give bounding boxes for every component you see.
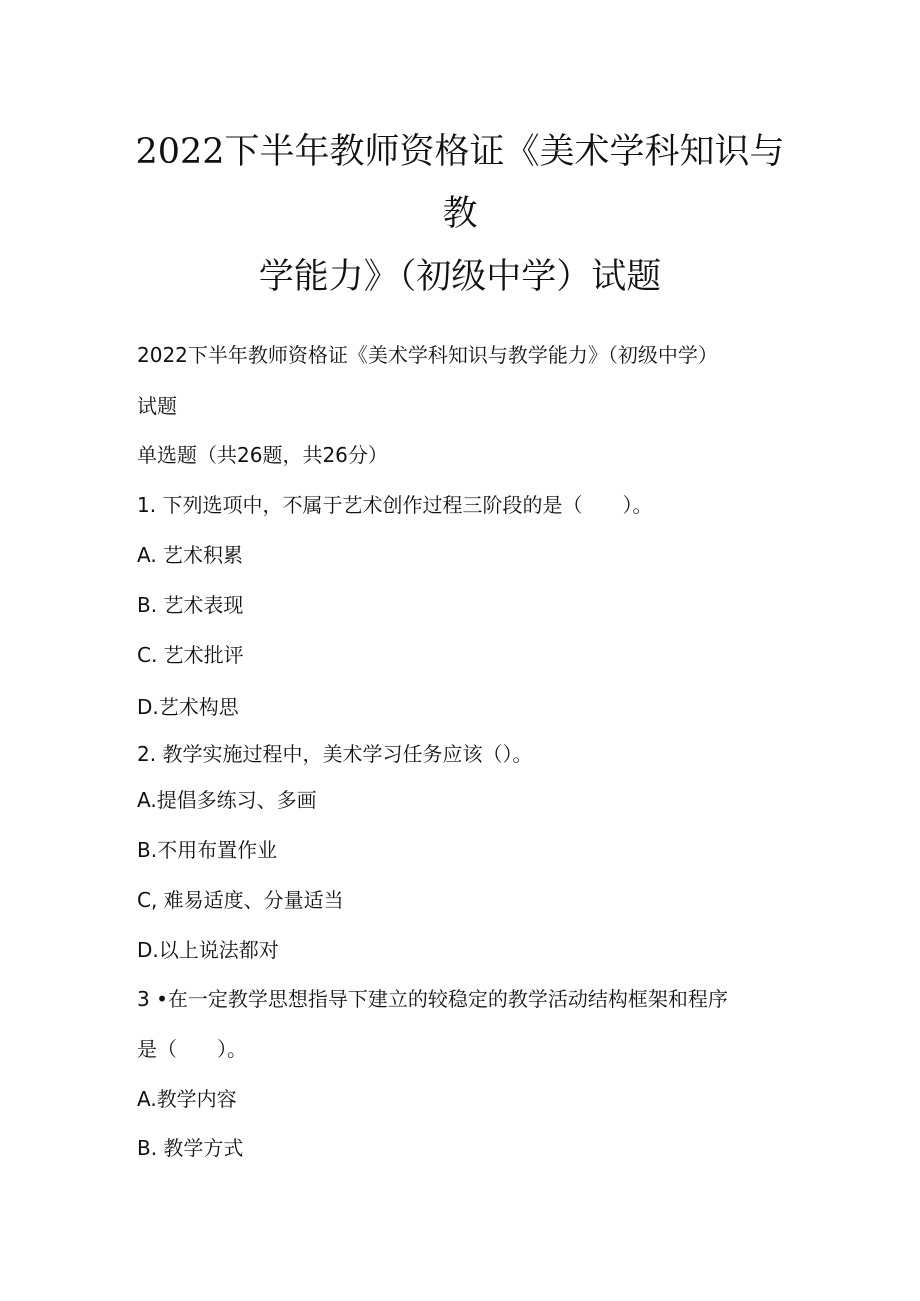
question-1-option-d: D.艺术构思 bbox=[137, 695, 239, 719]
question-1-option-b: B. 艺术表现 bbox=[137, 593, 244, 617]
section-header: 单选题（共26题，共26分） bbox=[137, 443, 388, 467]
document-title-line-2: 教 bbox=[442, 194, 478, 234]
question-3-option-a: A.教学内容 bbox=[137, 1087, 237, 1111]
question-2-option-b: B.不用布置作业 bbox=[137, 838, 278, 862]
question-2-option-a: A.提倡多练习、多画 bbox=[137, 788, 317, 812]
document-title-line-3: 学能力》（初级中学）试题 bbox=[258, 257, 662, 297]
document-title-line-1: 2022下半年教师资格证《美术学科知识与 bbox=[135, 132, 785, 172]
question-2-option-c: C, 难易适度、分量适当 bbox=[137, 888, 344, 912]
subtitle-line-2: 试题 bbox=[137, 394, 177, 418]
question-2-option-d: D.以上说法都对 bbox=[137, 938, 279, 962]
question-3-stem-continued: 是（ ）。 bbox=[137, 1037, 247, 1061]
question-1-option-a: A. 艺术积累 bbox=[137, 543, 244, 567]
subtitle-line-1: 2022下半年教师资格证《美术学科知识与教学能力》（初级中学） bbox=[137, 343, 718, 367]
question-3-option-b: B. 教学方式 bbox=[137, 1136, 244, 1160]
question-2-stem: 2. 教学实施过程中，美术学习任务应该（）。 bbox=[137, 742, 533, 766]
question-3-stem: 3 •在一定教学思想指导下建立的较稳定的教学活动结构框架和程序 bbox=[137, 987, 728, 1011]
question-1-stem: 1. 下列选项中，不属于艺术创作过程三阶段的是（ ）。 bbox=[137, 493, 653, 517]
question-1-option-c: C. 艺术批评 bbox=[137, 643, 244, 667]
